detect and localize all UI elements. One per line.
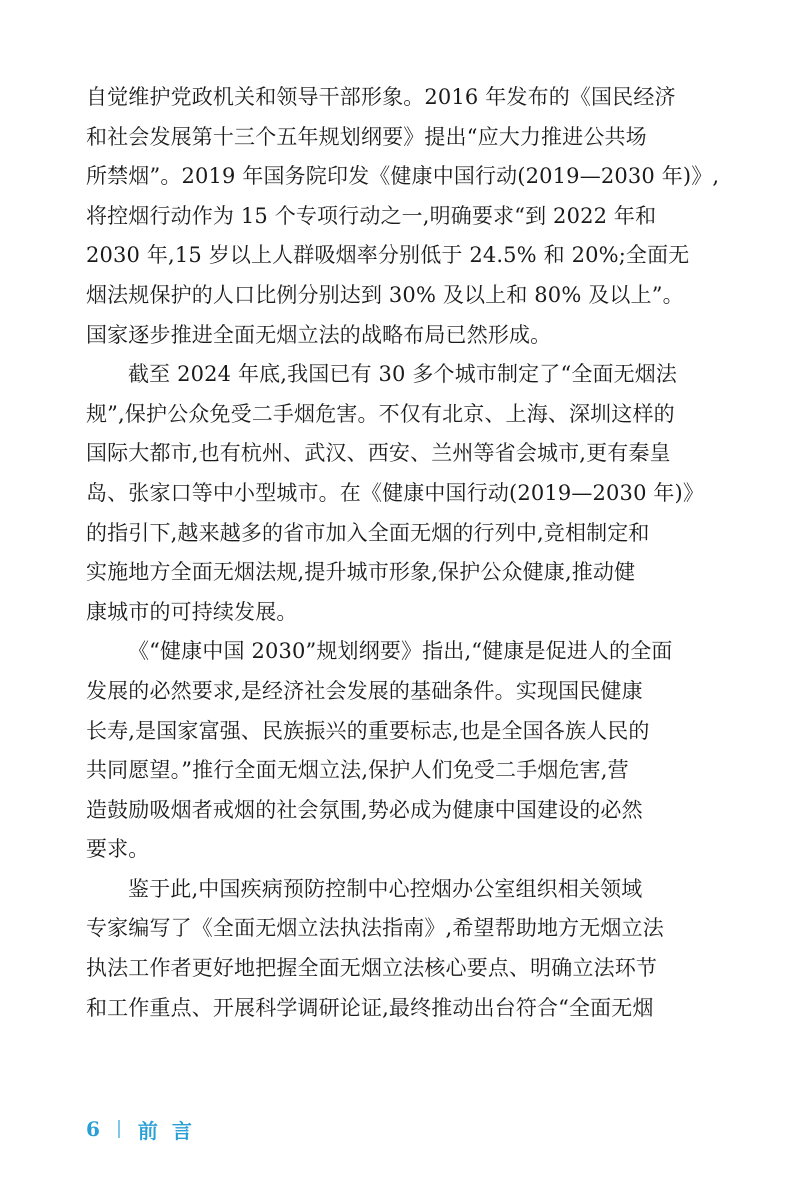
paragraph-start-line: 《“健康中国 2030”规划纲要》指出,“健康是促进人的全面 [128, 639, 673, 664]
text-line: 将控烟行动作为 15 个专项行动之一,明确要求“到 2022 年和 [86, 203, 657, 228]
text-line: 康城市的可持续发展。 [86, 599, 298, 624]
text-line: 自觉维护党政机关和领导干部形象。2016 年发布的《国民经济 [86, 85, 676, 109]
text-line: 规”,保护公众免受二手烟危害。不仅有北京、上海、深圳这样的 [86, 401, 675, 426]
footer-divider [118, 1120, 120, 1138]
text-line: 所禁烟”。2019 年国务院印发《健康中国行动(2019—2030 年)》, [86, 164, 720, 189]
page-body [86, 78, 720, 1028]
text-line: 和工作重点、开展科学调研论证,最终推动出台符合“全面无烟 [86, 995, 654, 1020]
text-line: 国际大都市,也有杭州、武汉、西安、兰州等省会城市,更有秦皇 [86, 441, 671, 466]
text-line: 专家编写了《全面无烟立法执法指南》,希望帮助地方无烟立法 [86, 916, 664, 941]
text-line: 的指引下,越来越多的省市加入全面无烟的行列中,竞相制定和 [86, 520, 650, 545]
text-line: 造鼓励吸烟者戒烟的社会氛围,势必成为健康中国建设的必然 [86, 797, 643, 822]
paragraph-start-line: 截至 2024 年底,我国已有 30 多个城市制定了“全面无烟法 [128, 362, 678, 387]
section-title: 前言 [137, 1118, 206, 1143]
text-line: 要求。 [86, 837, 150, 862]
paragraph-start-line: 鉴于此,中国疾病预防控制中心控烟办公室组织相关领域 [128, 876, 643, 901]
text-line: 共同愿望。”推行全面无烟立法,保护人们免受二手烟危害,营 [86, 758, 629, 783]
page-footer [86, 1112, 206, 1146]
text-line: 执法工作者更好地把握全面无烟立法核心要点、明确立法环节 [86, 956, 658, 981]
text-line: 发展的必然要求,是经济社会发展的基础条件。实现国民健康 [86, 678, 643, 703]
text-line: 和社会发展第十三个五年规划纲要》提出“应大力推进公共场 [86, 124, 647, 149]
text-line: 烟法规保护的人口比例分别达到 30% 及以上和 80% 及以上”。 [86, 282, 684, 307]
text-line: 2030 年,15 岁以上人群吸烟率分别低于 24.5% 和 20%;全面无 [86, 243, 690, 268]
text-line: 国家逐步推进全面无烟立法的战略布局已然形成。 [86, 322, 552, 347]
text-line: 实施地方全面无烟法规,提升城市形象,保护公众健康,推动健 [86, 560, 636, 585]
text-line: 岛、张家口等中小型城市。在《健康中国行动(2019—2030 年)》 [86, 480, 705, 505]
text-line: 长寿,是国家富强、民族振兴的重要标志,也是全国各族人民的 [86, 718, 650, 743]
page-number: 6 [86, 1117, 100, 1141]
